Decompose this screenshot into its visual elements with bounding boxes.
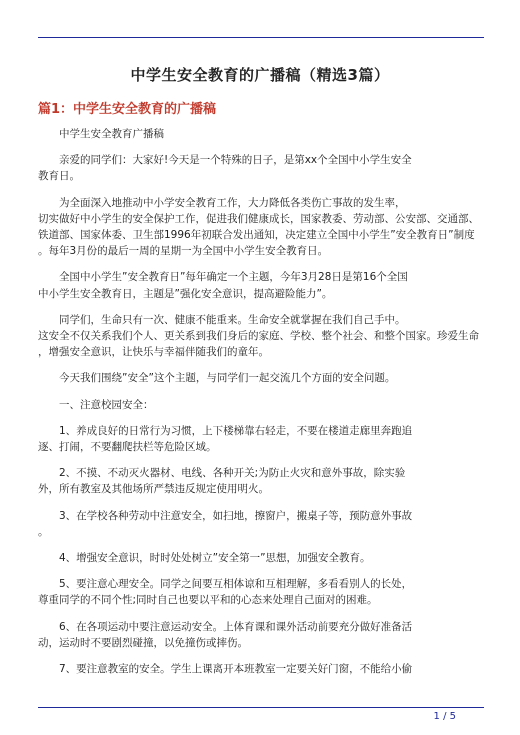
paragraph-line: 3、在学校各种劳动中注意安全，如扫地，擦窗户，搬桌子等，预防意外事故 [59,509,413,522]
paragraph-line: 2、不摸、不动灭火器材、电线、各种开关;为防止火灾和意外事故，除实验 [59,467,406,480]
paragraph-line: 4、增强安全意识，时时处处树立”安全第一”思想，加强安全教育。 [59,552,371,565]
paragraph-line: 尊重同学的不同个性;同时自己也要以平和的心态来处理自己面对的困难。 [38,594,378,607]
paragraph [38,370,484,386]
paragraph-line: 切实做好中小学生的安全保护工作，促进我们健康成长，国家教委、劳动部、公安部、交通部、 [38,212,479,225]
paragraph-line: 一、注意校园安全： [59,398,154,411]
paragraph-line: 这安全不仅关系我们个人、更关系到我们身后的家庭、学校、整个社会、和整个国家。珍爱生命 [38,330,479,343]
paragraph-line: 。 [38,525,49,538]
paragraph [38,152,484,184]
paragraph [38,465,484,497]
document-body [38,126,484,687]
paragraph-line: 5、要注意心理安全。同学之间要互相体谅和互相理解，多看看别人的长处， [59,578,413,591]
section-heading: 篇1：中学生安全教育的广播稿 [38,102,217,117]
paragraph-line: 为全面深入地推动中小学安全教育工作，大力降低各类伤亡事故的发生率， [59,196,406,209]
paragraph [38,508,484,540]
paragraph [38,619,484,651]
paragraph [38,550,484,566]
paragraph-line: 逐、打闹，不要翻爬扶栏等危险区域。 [38,441,217,454]
paragraph [38,397,484,413]
paragraph-line: 教育日。 [38,170,80,183]
paragraph [38,312,484,361]
paragraph-line: 动，运动时不要剧烈碰撞，以免撞伤或摔伤。 [38,636,248,649]
paragraph-line: ，增强安全意识，让快乐与幸福伴随我们的童年。 [38,346,269,359]
paragraph-line: 1、养成良好的日常行为习惯，上下楼梯靠右轻走，不要在楼道走廊里奔跑追 [59,424,413,437]
paragraph-line: 。每年3月份的最后一周的星期一为全国中小学生安全教育日。 [38,245,329,258]
paragraph-line: 铁道部、国家体委、卫生部1996年初联合发出通知，决定建立全国中小学生”安全教育日”制度 [38,229,475,242]
paragraph [38,269,484,301]
paragraph [38,576,484,608]
paragraph-line: 外，所有教室及其他场所严禁违反规定使用明火。 [38,483,269,496]
paragraph-line: 7、要注意教室的安全。学生上课离开本班教室一定要关好门窗，不能给小偷 [59,663,413,676]
paragraph [38,126,484,142]
page-number: 1 / 5 [433,711,456,722]
paragraph-line: 亲爱的同学们：大家好!今天是一个特殊的日子，是第xx个全国中小学生安全 [59,154,412,167]
paragraph [38,423,484,455]
paragraph-line: 今天我们围绕”安全”这个主题，与同学们一起交流几个方面的安全问题。 [59,372,396,385]
header-rule [38,37,484,38]
paragraph [38,661,484,677]
paragraph-line: 全国中小学生”安全教育日”每年确定一个主题，今年3月28日是第16个全国 [59,271,408,284]
paragraph-line: 6、在各项运动中要注意运动安全。上体育课和课外活动前要充分做好准备活 [59,620,413,633]
paragraph-line: 同学们，生命只有一次、健康不能重来。生命安全就掌握在我们自己手中。 [59,313,406,326]
footer-rule [38,707,484,708]
paragraph-line: 中小学生安全教育日，主题是”强化安全意识，提高避险能力”。 [38,287,333,300]
paragraph-line: 中学生安全教育广播稿 [59,128,164,140]
paragraph [38,195,484,260]
document-title: 中学生安全教育的广播稿（精选3篇） [130,66,390,84]
